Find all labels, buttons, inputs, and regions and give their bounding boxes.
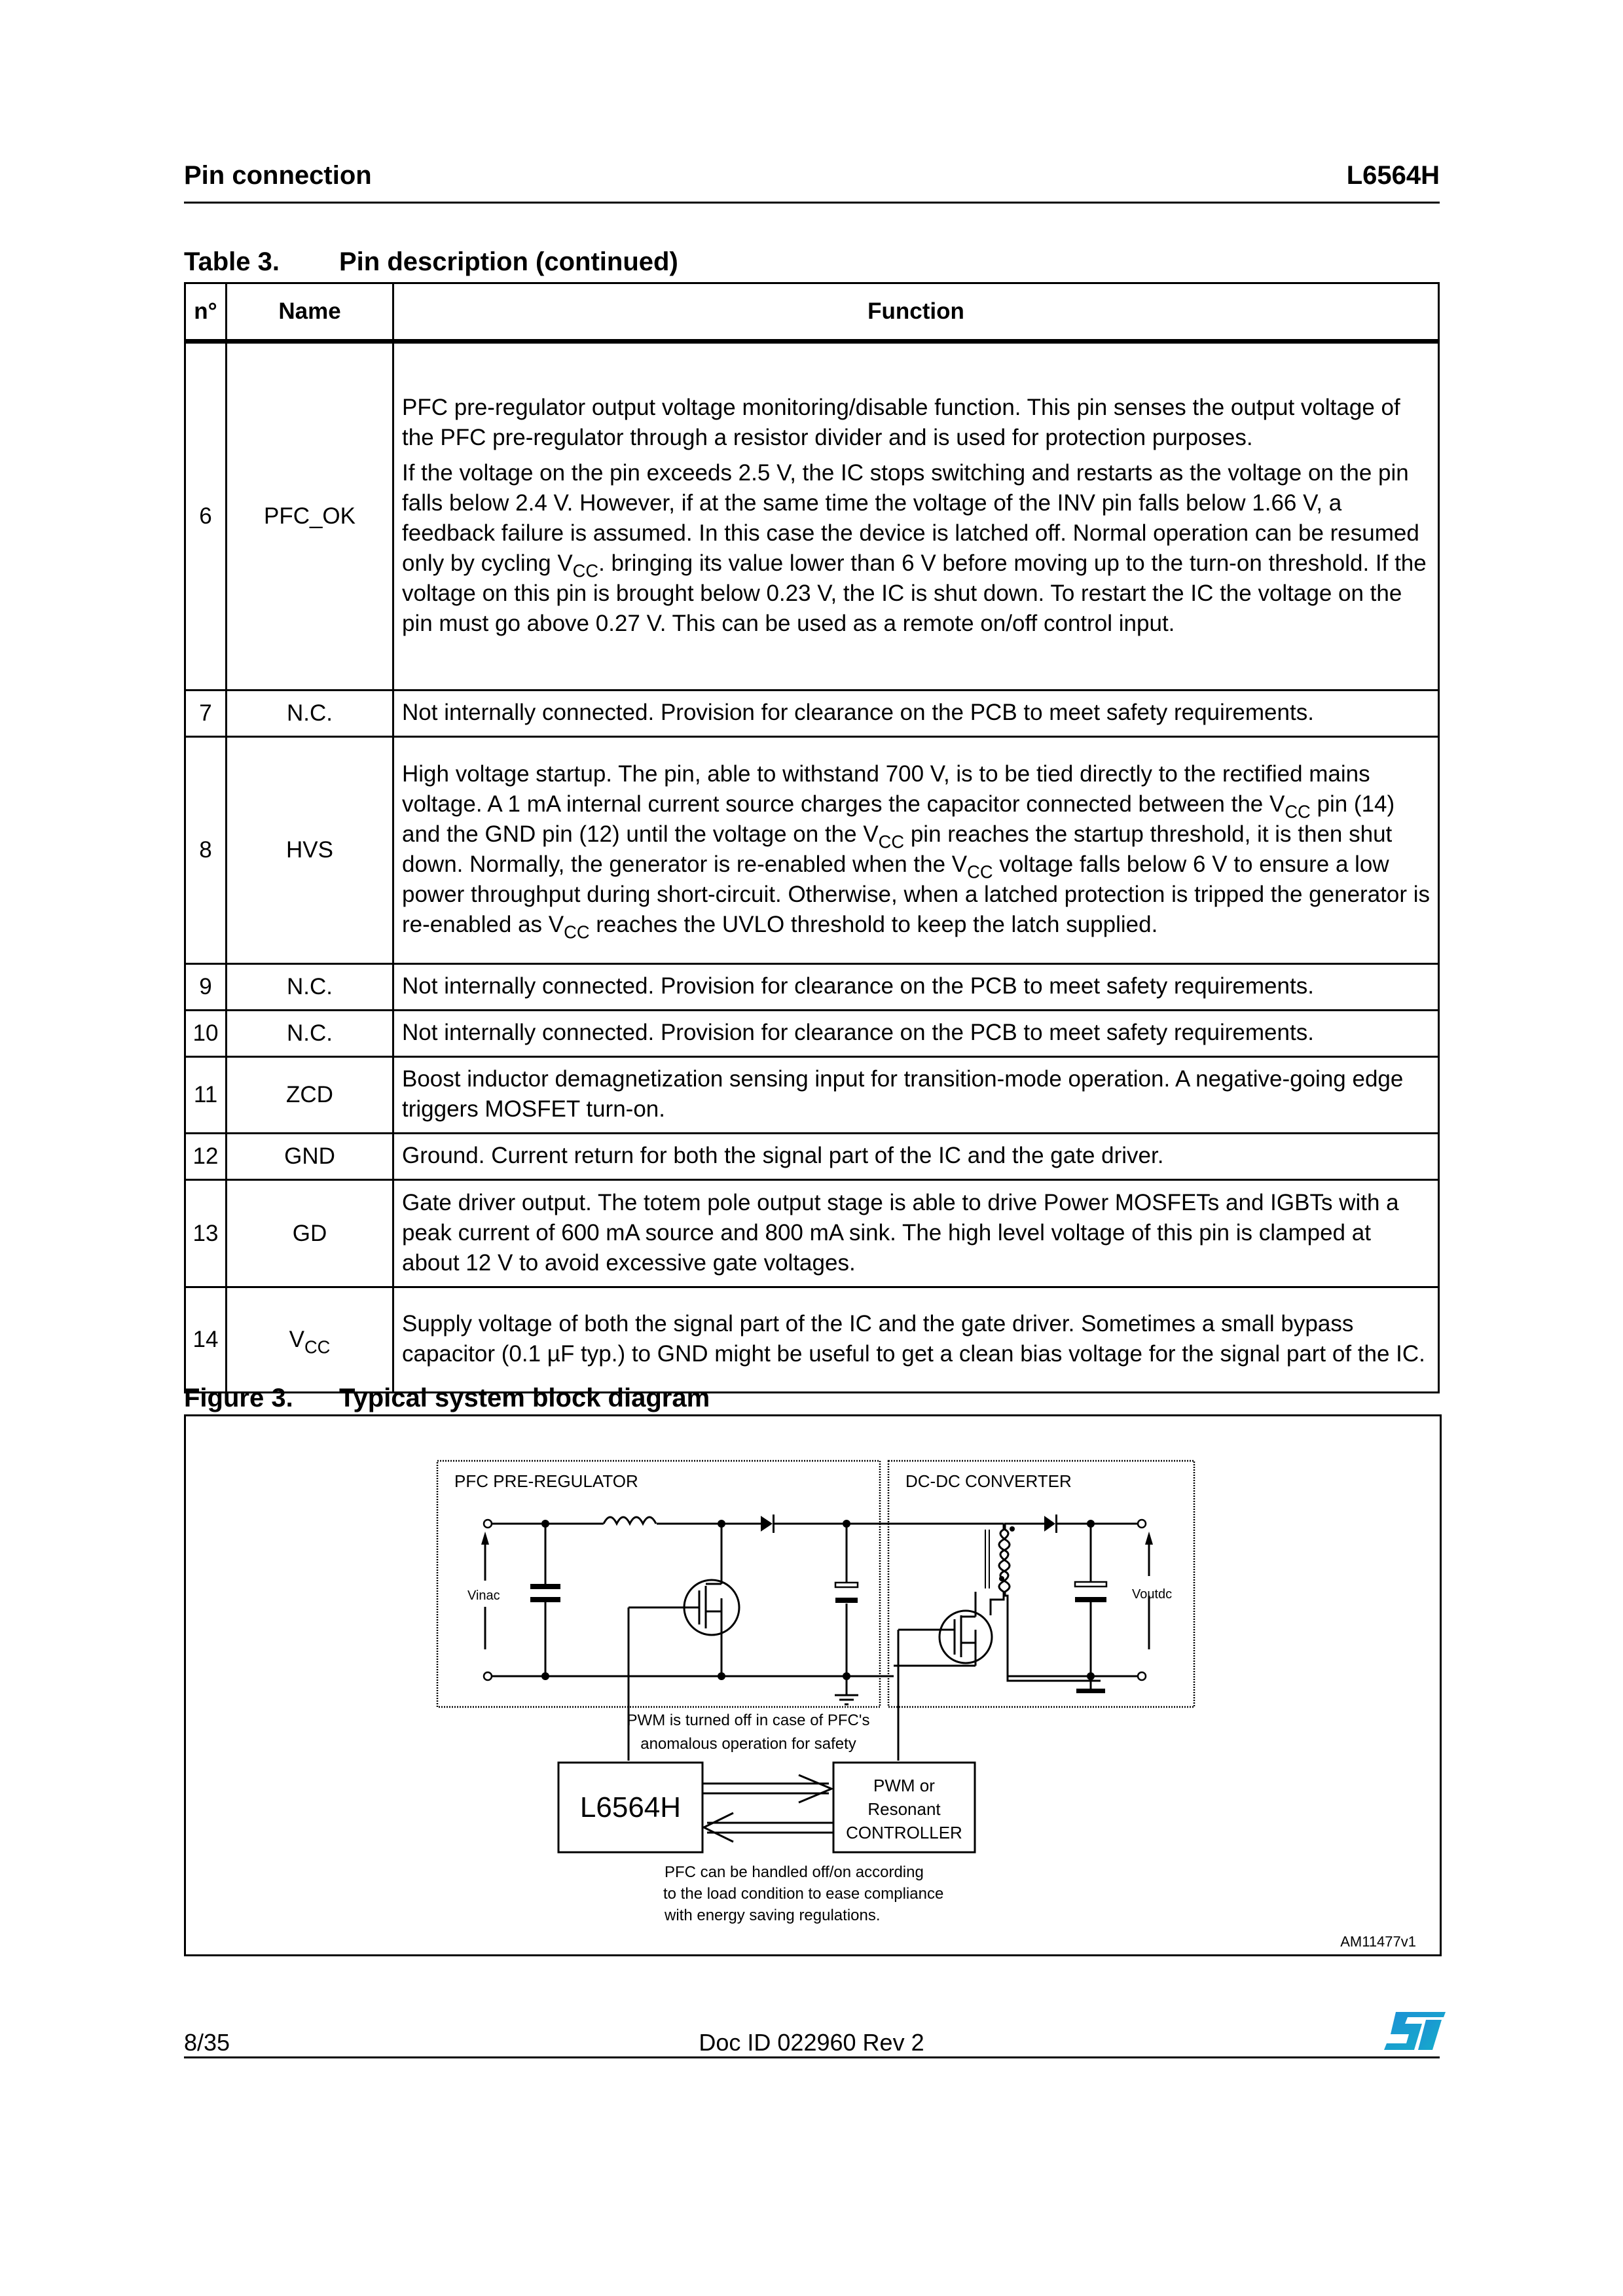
vout-terminal-top	[1138, 1520, 1146, 1528]
junction-dot	[718, 1520, 725, 1528]
transformer	[980, 1524, 1138, 1681]
function-paragraph: If the voltage on the pin exceeds 2.5 V, the IC stops switching and restarts as the voltage on the pin falls below 2.4 V. However, if at the same time the voltage of the INV pin falls below 1.66 V, a feedback failure is assumed. In this case the device is latched off. Normal operation can be resumed only by cycling $V_{CC}$. bringing its value lower than 6 V before moving up to the turn-on threshold. If the voltage on this pin is brought below 0.23 V, the IC is shut down. To restart the IC the voltage on the pin must go above 0.27 V. This can be used as a remote on/off control input.	[402, 460, 1427, 636]
pfc-diode-bar	[773, 1515, 775, 1533]
note-bottom-line-2: to the load condition to ease compliance	[663, 1885, 944, 1903]
vout-terminal-bottom	[1138, 1672, 1146, 1680]
doc-id: Doc ID 022960 Rev 2	[699, 2029, 924, 2056]
column-header-function: Function	[393, 283, 1439, 342]
pin-name: PFC_OK	[227, 342, 393, 691]
function-paragraph: Not internally connected. Provision for clearance on the PCB to meet safety requirements.	[402, 1020, 1314, 1045]
pin-number: 8	[185, 737, 227, 964]
junction-dot	[541, 1520, 549, 1528]
output-cap-plate	[1075, 1597, 1106, 1602]
boost-inductor	[604, 1517, 656, 1524]
input-cap-plate-top	[530, 1584, 560, 1589]
part-number: L6564H	[1346, 161, 1440, 190]
dcdc-mosfet	[894, 1592, 992, 1761]
vin-arrow-head	[481, 1532, 489, 1545]
output-capacitor	[1075, 1524, 1106, 1689]
note-bottom-line-1: PFC can be handled off/on according	[665, 1863, 924, 1881]
ic-label: L6564H	[579, 1791, 682, 1823]
pfc-diode	[761, 1516, 773, 1532]
pin-number: 10	[185, 1011, 227, 1057]
function-paragraph: High voltage startup. The pin, able to withstand 700 V, is to be tied directly to the rectified mains voltage. A 1 mA internal current source charges the capacitor connected between the $V_{CC}$ pin (14) and the GND pin (12) until the voltage on the $V_{CC}$ pin reaches the startup threshold, it is then shut down. Normally, the generator is re-enabled when the $V_{CC}$ voltage falls below 6 V to ensure a low power throughput during short-circuit. Otherwise, when a latched protection is tripped the generator is re-enabled as $V_{CC}$ reaches the UVLO threshold to keep the latch supplied.	[402, 761, 1431, 942]
vin-terminal-bottom	[484, 1672, 492, 1680]
function-paragraph: Not internally connected. Provision for clearance on the PCB to meet safety requirements.	[402, 700, 1314, 725]
arrow-to-controller	[702, 1775, 831, 1803]
column-header-number: n°	[185, 283, 227, 342]
function-paragraph: Gate driver output. The totem pole output stage is able to drive Power MOSFETs and IGBTs with a peak current of 600 mA source and 800 mA sink. The high level voltage of this pin is clamped at about 12 V to avoid excessive gate voltages.	[402, 1189, 1399, 1276]
note-bottom-line-3: with energy saving regulations.	[665, 1907, 881, 1924]
pin-name: N.C.	[227, 691, 393, 737]
pin-name: ZCD	[227, 1057, 393, 1134]
junction-dot	[843, 1520, 850, 1528]
junction-dot	[843, 1672, 850, 1680]
junction-dot	[1087, 1672, 1095, 1680]
pin-number: 7	[185, 691, 227, 737]
input-cap-plate-bottom	[530, 1597, 560, 1602]
junction-dot	[1087, 1520, 1095, 1528]
pin-name: $V_{CC}$	[227, 1287, 393, 1393]
pin-name: N.C.	[227, 964, 393, 1011]
function-paragraph: Ground. Current return for both the signal part of the IC and the gate driver.	[402, 1143, 1164, 1168]
vin-terminal-top	[484, 1520, 492, 1528]
polarity-dot	[1010, 1526, 1015, 1532]
arrow-to-l6564h	[704, 1813, 833, 1842]
figure-label: Figure 3.	[184, 1384, 293, 1412]
pin-number: 6	[185, 342, 227, 691]
page-number: 8/35	[184, 2029, 230, 2056]
vin-label: Vinac	[467, 1588, 500, 1603]
note-top-line-2: anomalous operation for safety	[640, 1735, 856, 1753]
pfc-block-outline	[437, 1461, 880, 1707]
pfc-block-label: PFC PRE-REGULATOR	[454, 1471, 638, 1491]
junction-dot	[718, 1672, 725, 1680]
controller-label-1: PWM or	[873, 1776, 935, 1795]
vout-arrow-head	[1145, 1532, 1153, 1545]
pin-name: HVS	[227, 737, 393, 964]
bulk-cap-plate	[835, 1598, 858, 1603]
pin-number: 12	[185, 1134, 227, 1180]
function-paragraph: Boost inductor demagnetization sensing input for transition-mode operation. A negative-going edge triggers MOSFET turn-on.	[402, 1066, 1404, 1122]
pin-name: N.C.	[227, 1011, 393, 1057]
pin-number: 11	[185, 1057, 227, 1134]
figure-title: Typical system block diagram	[339, 1384, 710, 1412]
junction-dot	[541, 1672, 549, 1680]
section-title: Pin connection	[184, 161, 372, 190]
output-ground-bar	[1076, 1689, 1105, 1693]
dcdc-diode-bar	[1055, 1515, 1057, 1533]
controller-label-3: CONTROLLER	[846, 1823, 962, 1842]
note-top-line-1: PWM is turned off in case of PFC's	[627, 1712, 870, 1729]
pin-name: GD	[227, 1180, 393, 1287]
function-paragraph: PFC pre-regulator output voltage monitoring/disable function. This pin senses the output voltage of the PFC pre-regulator through a resistor divider and is used for protection purposes.	[402, 395, 1400, 450]
table-label: Table 3.	[184, 247, 280, 276]
st-logo-icon	[1381, 2011, 1447, 2051]
function-paragraph: Not internally connected. Provision for clearance on the PCB to meet safety requirements.	[402, 973, 1314, 999]
vout-label: Voutdc	[1132, 1587, 1173, 1602]
pin-number: 14	[185, 1287, 227, 1393]
dcdc-block-outline	[888, 1461, 1194, 1707]
dcdc-block-label: DC-DC CONVERTER	[905, 1471, 1072, 1491]
figure-code: AM11477v1	[1340, 1933, 1416, 1950]
table-title: Pin description (continued)	[339, 247, 678, 276]
footer-rule	[184, 2056, 1440, 2058]
pin-name: GND	[227, 1134, 393, 1180]
pin-number: 9	[185, 964, 227, 1011]
controller-label-2: Resonant	[867, 1799, 941, 1819]
pin-number: 13	[185, 1180, 227, 1287]
column-header-name: Name	[227, 283, 393, 342]
function-paragraph: Supply voltage of both the signal part of the IC and the gate driver. Sometimes a small bypass capacitor (0.1 µF typ.) to GND might be useful to get a clean bias voltage for the signal part of the IC.	[402, 1311, 1425, 1367]
polarity-dot	[999, 1576, 1004, 1581]
dcdc-diode	[1044, 1516, 1055, 1532]
